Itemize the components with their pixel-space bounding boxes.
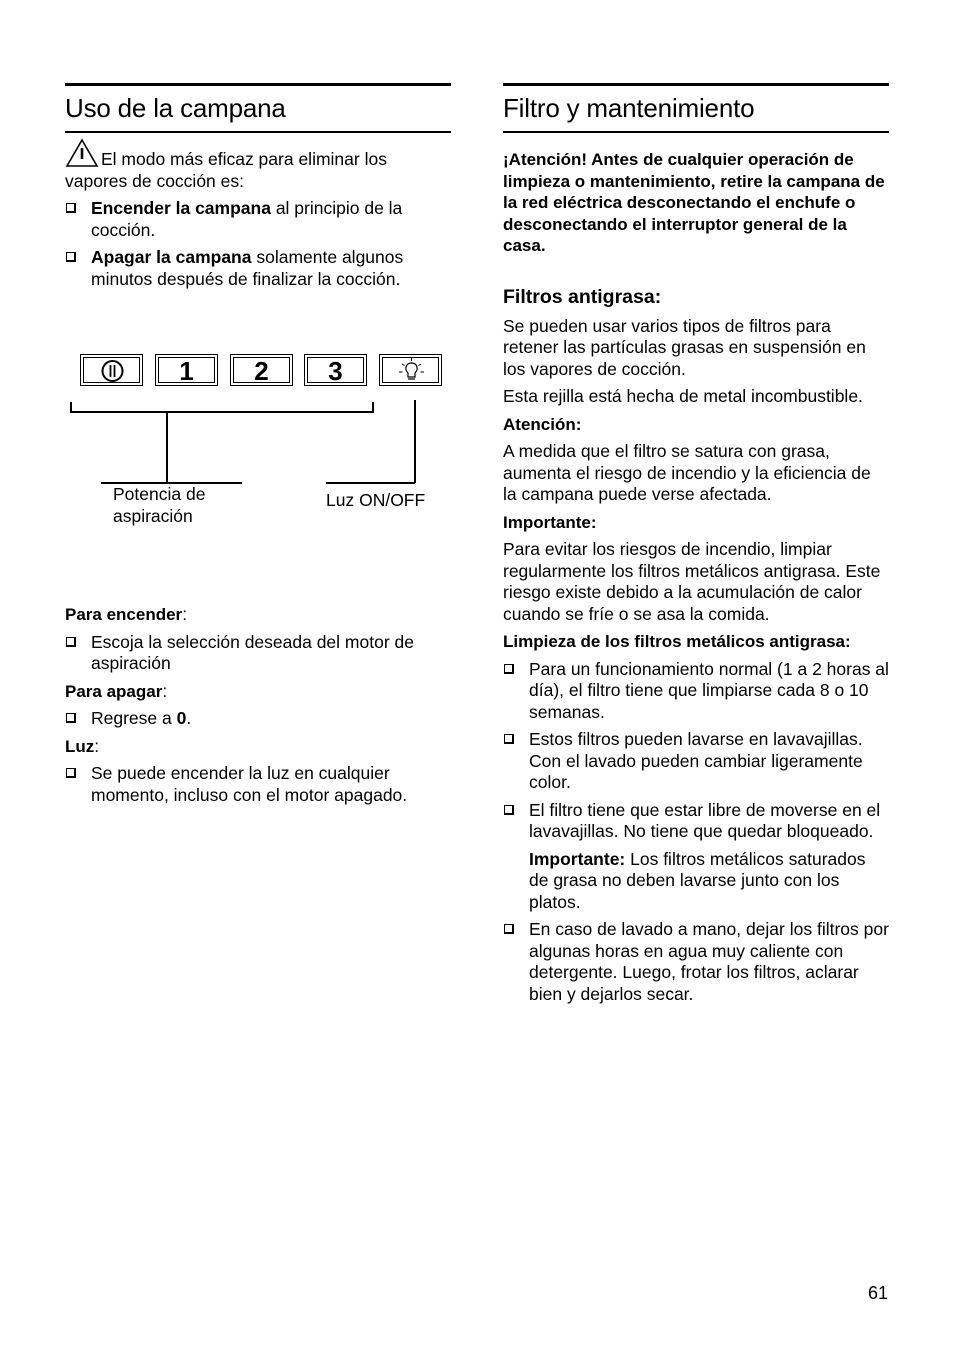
list-item [65, 632, 451, 675]
filters-paragraph-1: Se pueden usar varios tipos de filtros para retener las partículas grasas en suspensión en los vapores de cocción. [503, 315, 866, 379]
key-label: 3 [328, 356, 343, 386]
light-key [379, 354, 442, 386]
intro-paragraph [65, 138, 451, 192]
key-label: 2 [254, 356, 269, 386]
on-title: Para encender: [65, 604, 188, 624]
right-section-header [503, 83, 889, 133]
warning-icon [65, 138, 99, 168]
bullet-text: al principio de la cocción. [91, 198, 403, 240]
control-panel-diagram [65, 354, 451, 554]
power-icon [81, 355, 144, 387]
safety-warning: ¡Atención! Antes de cualquier operación de limpieza o mantenimiento, retire la campana de la red eléctrica desconectando el enchufe o desconectando el interruptor general de la casa. [503, 150, 885, 255]
filters-subheading: Filtros antigrasa: [503, 285, 662, 308]
checkbox-bullet-icon [66, 203, 76, 213]
important-title: Importante: [503, 512, 597, 532]
key-label: 1 [179, 356, 194, 386]
speed-key-2 [230, 354, 293, 386]
list-item [65, 247, 451, 290]
checkbox-bullet-icon [504, 664, 514, 674]
right-heading: Filtro y mantenimiento [503, 93, 755, 123]
power-off-key [80, 354, 143, 386]
list-item [503, 919, 889, 1005]
light-title: Luz: [65, 735, 100, 756]
important-text: Para evitar los riesgos de incendio, limpiar regularmente los filtros metálicos antigrasa. Este riesgo existe debido a la acumulación de calor cuando se fríe o se asa la comida. [503, 539, 881, 624]
bullet-text: solamente algunos minutos después de finalizar la cocción. [91, 247, 404, 289]
bullet-text: En caso de lavado a mano, dejar los filtros por algunas horas en agua muy caliente con detergente. Luego, frotar los filtros, aclarar bien y dejarlos secar. [529, 919, 889, 1004]
list-item [503, 659, 889, 724]
power-label: Potencia de aspiración [113, 484, 206, 526]
checkbox-bullet-icon [504, 924, 514, 934]
checkbox-bullet-icon [66, 713, 76, 723]
bullet-bold-text: Encender la campana [91, 198, 271, 218]
checkbox-bullet-icon [66, 768, 76, 778]
speed-key-1 [155, 354, 218, 386]
list-item [503, 800, 889, 843]
speed-key-3 [304, 354, 367, 386]
left-heading: Uso de la campana [65, 93, 286, 123]
checkbox-bullet-icon [66, 637, 76, 647]
cleaning-title: Limpieza de los filtros metálicos antigrasa: [503, 632, 851, 651]
important-note: Importante: Los filtros metálicos saturados de grasa no deben lavarse junto con los platos. [529, 848, 866, 912]
left-section-header [65, 83, 451, 133]
attention-text: A medida que el filtro se satura con grasa, aumenta el riesgo de incendio y la eficiencia de la campana puede verse afectada. [503, 441, 871, 504]
intro-text: El modo más eficaz para eliminar los vapores de cocción es: [65, 149, 387, 191]
checkbox-bullet-icon [504, 805, 514, 815]
bullet-text: Para un funcionamiento normal (1 a 2 horas al día), el filtro tiene que limpiarse cada 8 o 10 semanas. [529, 658, 889, 722]
list-item [503, 729, 889, 794]
bullet-text: Estos filtros pueden lavarse en lavavajillas. Con el lavado pueden cambiar ligeramente color. [529, 729, 863, 792]
list-item [65, 763, 451, 806]
checkbox-bullet-icon [66, 252, 76, 262]
page-number: 61 [867, 1283, 888, 1303]
light-label: Luz ON/OFF [326, 490, 426, 510]
usage-instructions [65, 604, 451, 806]
bullet-text: El filtro tiene que estar libre de moverse en el lavavajillas. No tiene que quedar bloqueado. [529, 799, 881, 841]
list-item [65, 198, 451, 241]
bullet-text: Escoja la selección deseada del motor de aspiración [91, 631, 414, 673]
filters-paragraph-2: Esta rejilla está hecha de metal incombustible. [503, 386, 863, 406]
bullet-text: Se puede encender la luz en cualquier momento, incluso con el motor apagado. [91, 763, 408, 805]
attention-title: Atención: [503, 414, 582, 434]
off-title: Para apagar: [65, 680, 168, 701]
list-item: Regrese a 0. [65, 708, 451, 730]
light-bulb-icon [380, 355, 443, 387]
right-column [503, 83, 889, 1005]
bullet-bold-text: Apagar la campana [91, 247, 252, 267]
checkbox-bullet-icon [504, 734, 514, 744]
left-column [65, 83, 451, 290]
